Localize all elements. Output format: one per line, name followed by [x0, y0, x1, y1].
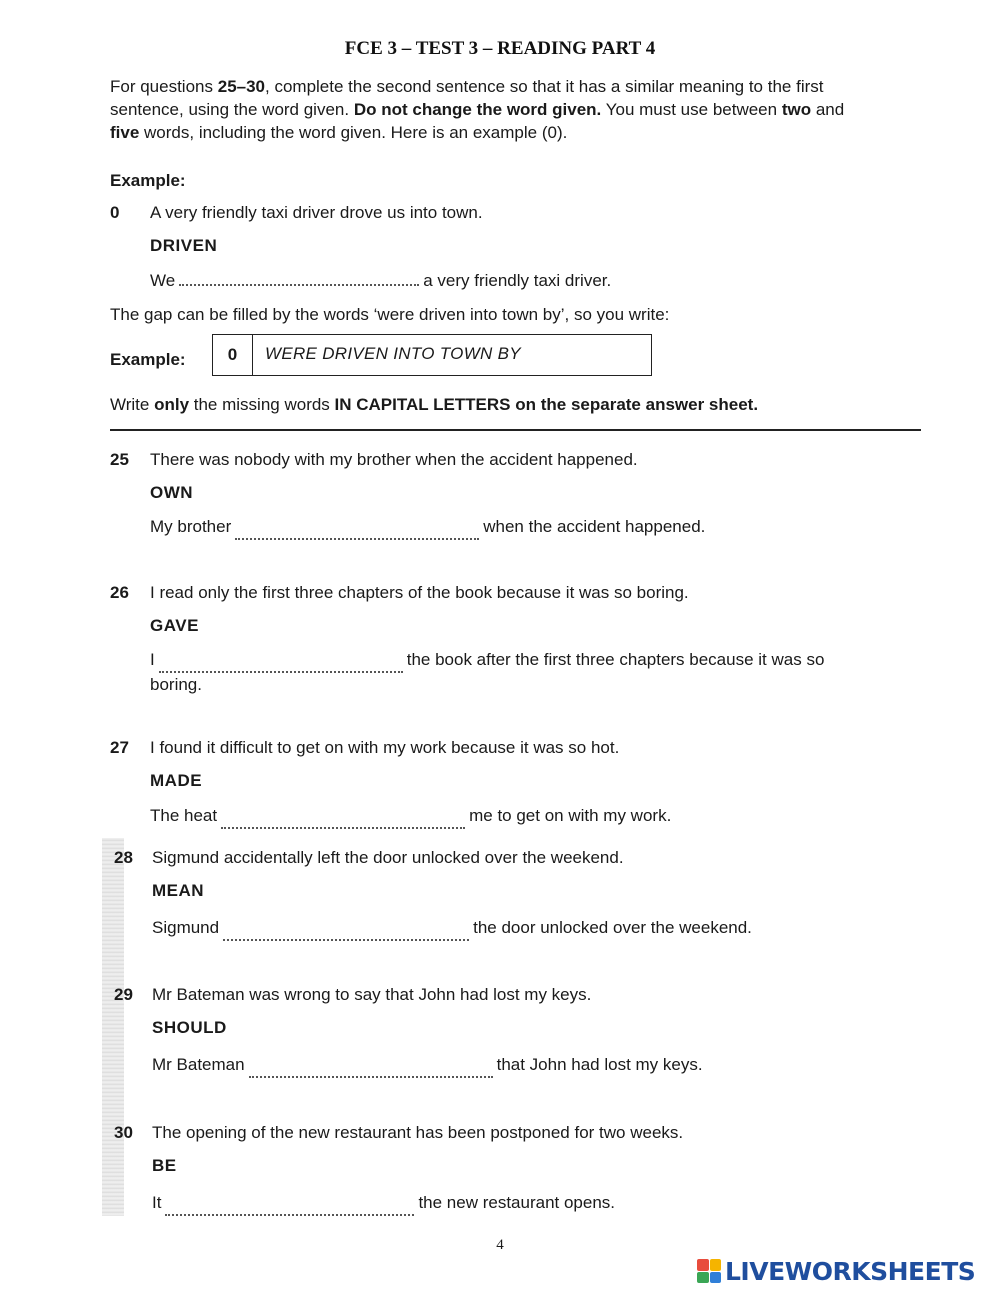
example-keyword: DRIVEN — [150, 236, 218, 255]
answer-input-25[interactable] — [235, 518, 479, 540]
instructions — [110, 75, 925, 144]
instructions-line-3: five words, including the word given. Here is an example (0). — [110, 123, 568, 142]
example-heading: Example: — [110, 171, 186, 190]
question-keyword: BE — [152, 1156, 177, 1175]
question-keyword: SHOULD — [152, 1018, 227, 1037]
instructions-line-2: sentence, using the word given. Do not change the word given. You must use between two and — [110, 100, 845, 119]
liveworksheets-icon — [697, 1259, 721, 1283]
answer-input-26[interactable] — [159, 651, 403, 673]
example-box-answer: WERE DRIVEN INTO TOWN BY — [265, 344, 521, 363]
question-number: 26 — [110, 583, 129, 602]
question-keyword: OWN — [150, 483, 194, 502]
question-keyword: MEAN — [152, 881, 205, 900]
example-answer-box — [212, 334, 652, 376]
question-sentence: The opening of the new restaurant has been postponed for two weeks. — [152, 1123, 684, 1142]
instructions-line-1: For questions 25–30, complete the second sentence so that it has a similar meaning to the first — [110, 77, 824, 96]
example-explanation: The gap can be filled by the words ‘were driven into town by’, so you write: — [110, 305, 670, 324]
question-number: 30 — [114, 1123, 133, 1142]
question-sentence: Sigmund accidentally left the door unlocked over the weekend. — [152, 848, 624, 867]
question-transform: Mr Bateman that John had lost my keys. — [152, 1053, 703, 1078]
question-keyword: MADE — [150, 771, 203, 790]
question-transform: My brother when the accident happened. — [150, 515, 705, 540]
answer-input-29[interactable] — [249, 1056, 493, 1078]
answer-input-28[interactable] — [223, 919, 469, 941]
question-sentence: There was nobody with my brother when the accident happened. — [150, 450, 638, 469]
example-gap — [179, 272, 419, 286]
question-sentence: Mr Bateman was wrong to say that John had lost my keys. — [152, 985, 592, 1004]
question-keyword: GAVE — [150, 616, 199, 635]
example-box-label: Example: — [110, 350, 186, 369]
page-number: 4 — [496, 1237, 504, 1253]
question-sentence: I found it difficult to get on with my work because it was so hot. — [150, 738, 620, 757]
question-number: 29 — [114, 985, 133, 1004]
scan-shadow — [102, 838, 124, 1216]
divider — [110, 429, 921, 431]
question-transform: It the new restaurant opens. — [152, 1191, 615, 1216]
question-transform: I the book after the first three chapters because it was so — [150, 648, 824, 673]
answer-input-27[interactable] — [221, 807, 465, 829]
example-transform: We a very friendly taxi driver. — [150, 271, 612, 290]
question-transform: The heat me to get on with my work. — [150, 804, 671, 829]
question-number: 28 — [114, 848, 133, 867]
final-instruction: Write only the missing words IN CAPITAL LETTERS on the separate answer sheet. — [110, 395, 759, 414]
question-sentence: I read only the first three chapters of the book because it was so boring. — [150, 583, 689, 602]
page-title: FCE 3 – TEST 3 – READING PART 4 — [344, 38, 656, 59]
example-box-number: 0 — [213, 335, 253, 375]
answer-input-30[interactable] — [165, 1194, 414, 1216]
example-sentence: A very friendly taxi driver drove us into town. — [150, 203, 483, 222]
question-number: 27 — [110, 738, 129, 757]
question-number: 25 — [110, 450, 129, 469]
question-transform: Sigmund the door unlocked over the weekend. — [152, 916, 752, 941]
example-number: 0 — [110, 203, 120, 222]
brand-logo[interactable] — [697, 1256, 975, 1286]
question-transform-continued: boring. — [150, 675, 202, 694]
brand-name: LIVEWORKSHEETS — [725, 1256, 976, 1286]
